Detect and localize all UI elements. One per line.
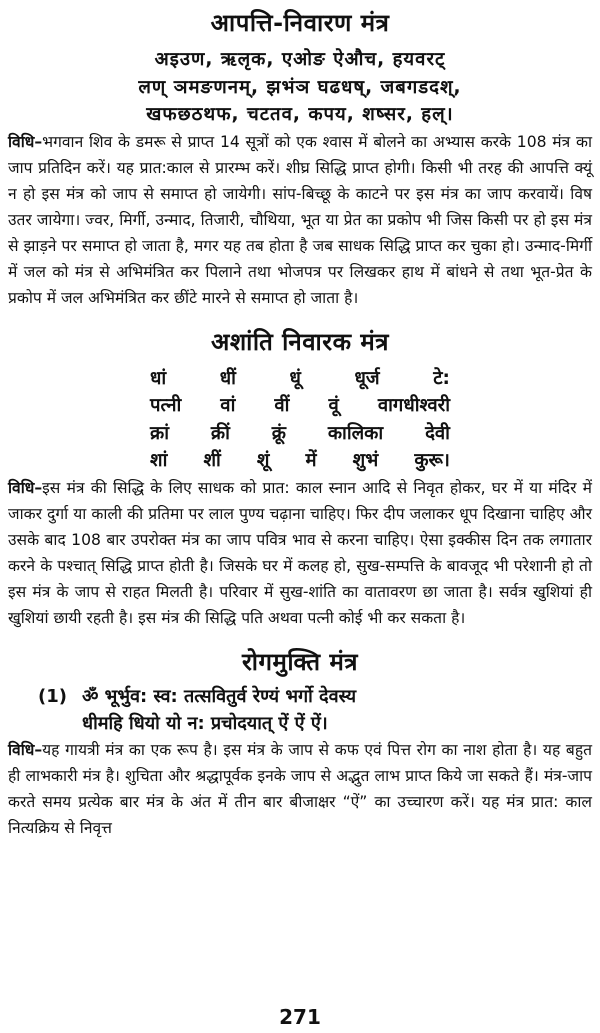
- mantra-block: [150, 365, 450, 475]
- mantra-word: शूं: [256, 450, 270, 471]
- mantra-row: [150, 447, 450, 475]
- mantra-word: क्रूं: [271, 422, 286, 444]
- mantra-word: कुरू।: [414, 450, 450, 471]
- mantra-block: [8, 46, 592, 129]
- mantra-word: धूं: [289, 367, 301, 389]
- mantra-word: में: [305, 450, 317, 471]
- mantra-word: टे:: [433, 367, 450, 389]
- mantra-word: कालिका: [327, 422, 384, 444]
- vidhi-label: विधि–: [8, 132, 43, 151]
- mantra-word: शुभं: [352, 450, 379, 471]
- vidhi-label: विधि–: [8, 740, 43, 759]
- mantra-word: क्रां: [150, 422, 169, 444]
- vidhi-paragraph: [8, 129, 592, 311]
- mantra-word: धीं: [219, 367, 236, 389]
- mantra-word: शीं: [203, 450, 221, 471]
- vidhi-label: विधि–: [8, 478, 43, 497]
- mantra-word: शां: [150, 450, 168, 471]
- mantra-word: वां: [220, 395, 236, 416]
- page-number: 271: [279, 1005, 321, 1029]
- mantra-word: वीं: [274, 395, 290, 416]
- mantra-word: देवी: [425, 422, 450, 444]
- mantra-word: धां: [150, 367, 167, 389]
- mantra-line: धीमहि धियो यो न: प्रचोदयात् ऐं ऐं ऐं।: [82, 712, 328, 734]
- mantra-line: अइउण, ऋलृक, एओङ ऐऔच, हयवरट्: [154, 49, 446, 70]
- vidhi-text: इस मंत्र की सिद्धि के लिए साधक को प्रात: काल स्नान आदि से निवृत होकर, घर में या मंदिर में जाकर दुर्गा या काली की प्रतिमा पर लाल पुण्य चढ़ाना चाहिए। फिर दीप जलाकर धूप दिखाना चाहिए और उसके बाद 108 बार उपरोक्त मंत्र का जाप पवित्र भाव से करना चाहिए। ऐसा इक्कीस दिन तक लगातार करने के पश्चात् सिद्धि प्राप्त होती है। जिसके घर में कलह हो, सुख-सम्पत्ति के बावजूद भी परेशानी हो तो इस मंत्र के जाप से राहत मिलती है। परिवार में सुख-शांति का वातावरण छा जाता है। सर्वत्र खुशियां ही खुशियां छायी रहती है। इस मंत्र की सिद्धि पति अथवा पत्नी कोई भी कर सकता है।: [8, 478, 592, 627]
- mantra-line: खफछठथफ, चटतव, कपय, शष्सर, हल्।: [146, 104, 454, 125]
- vidhi-text: भगवान शिव के डमरू से प्राप्त 14 सूत्रों को एक श्वास में बोलने का अभ्यास करके 108 मंत्र का जाप प्रतिदिन करें। यह प्रात:काल से प्रारम्भ करें। शीघ्र सिद्धि प्राप्त होगी। किसी भी तरह की आपत्ति क्यूं न हो इस मंत्र को जाप से समाप्त हो जायेगी। सांप-बिच्छू के काटने पर इस मंत्र का जाप करवायें। विष उतर जायेगा। ज्वर, मिर्गी, उन्माद, तिजारी, चौथिया, भूत या प्रेत का प्रकोप भी जिस किसी पर हो इस मंत्र से झाड़ने पर समाप्त हो जाता है, मगर यह तब होता है जब साधक सिद्धि प्राप्त कर चुका हो। उन्माद-मिर्गी में जल को मंत्र से अभिमंत्रित कर पिलाने तथा भोजपत्र पर लिखकर हाथ में बांधने से तथा भूत-प्रेत के प्रकोप में जल अभिमंत्रित कर छींटे मारने से समाप्त हो जाता है।: [8, 132, 592, 307]
- mantra-line: [38, 683, 592, 710]
- item-number: (1): [38, 685, 67, 707]
- mantra-word: वागधीश्वरी: [377, 395, 450, 416]
- mantra-line: लण् ञमङणनम्, झभंञ घढधष्, जबगडदश्,: [138, 76, 462, 98]
- mantra-row: [150, 392, 450, 420]
- section-title: रोगमुक्ति मंत्र: [241, 647, 359, 676]
- mantra-word: धूर्ज: [354, 367, 380, 389]
- mantra-word: क्रीं: [210, 422, 230, 444]
- mantra-block: [8, 683, 592, 737]
- vidhi-text: यह गायत्री मंत्र का एक रूप है। इस मंत्र के जाप से कफ एवं पित्त रोग का नाश होता है। यह बहुत ही लाभकारी मंत्र है। शुचिता और श्रद्धापूर्वक इनके जाप से अद्भुत लाभ प्राप्त किये जा सकते हैं। मंत्र-जाप करते समय प्रत्येक बार मंत्र के अंत में तीन बार बीजाक्षर “ऐं” का उच्चारण करें। यह मंत्र प्रात: काल नित्यक्रिय से निवृत्त: [8, 740, 592, 837]
- section-ashanti-nivarak: [8, 325, 592, 631]
- vidhi-paragraph: [8, 737, 592, 841]
- vidhi-paragraph: [8, 475, 592, 631]
- section-title: आपत्ति-निवारण मंत्र: [210, 9, 390, 37]
- section-apatti-nivaran: [8, 6, 592, 311]
- mantra-word: वूं: [328, 395, 339, 416]
- mantra-row: [150, 420, 450, 448]
- mantra-row: [150, 365, 450, 393]
- section-rogmukti: [8, 645, 592, 841]
- section-title: अशांति निवारक मंत्र: [211, 327, 389, 356]
- mantra-word: पत्नी: [150, 395, 182, 416]
- mantra-text: ॐ भूर्भुव: स्व: तत्सवितुर्व रेण्यं भर्गो देवस्य: [82, 685, 357, 707]
